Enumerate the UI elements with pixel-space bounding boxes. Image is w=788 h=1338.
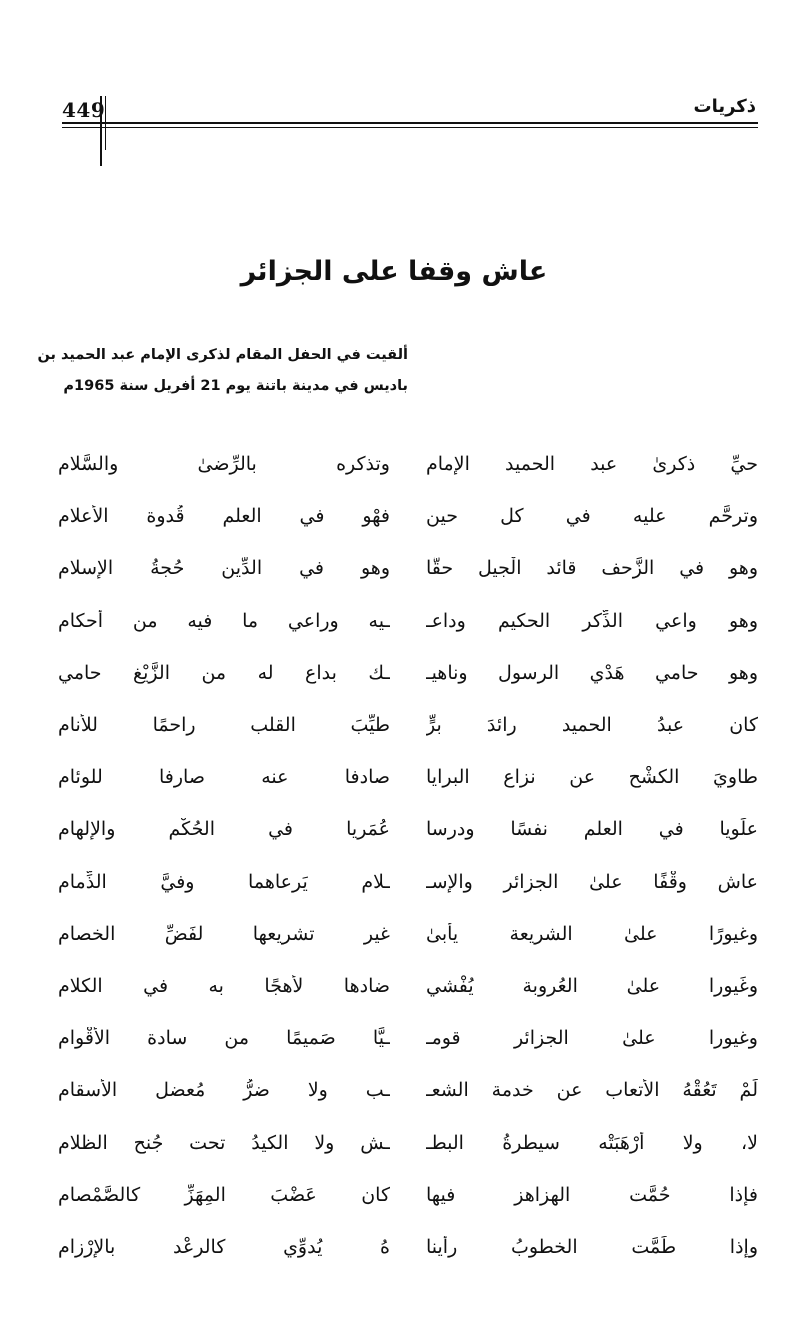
first-hemistich: طاويَ الكشْح عن نزاع البرايا xyxy=(426,766,758,789)
first-hemistich: وترحَّم عليه في كل حين xyxy=(426,505,758,528)
second-hemistich: كان عَضْبَ المِهَزِّ كالصَّمْصام xyxy=(58,1183,390,1206)
first-hemistich: لا، ولا أرْهَبَتْه سيطرةُ البطـ xyxy=(426,1131,758,1154)
first-hemistich: علَويا في العلم نفسًا ودرسا xyxy=(426,818,758,841)
first-hemistich: فإذا حُمَّت الهزاهز فيها xyxy=(426,1183,758,1206)
header-rule xyxy=(62,122,758,124)
verse xyxy=(58,699,758,751)
running-head: ذكريات xyxy=(693,96,756,117)
intro-line: ألقيت في الحفل المقام لذكرى الإمام عبد الحميد بن xyxy=(37,347,408,363)
first-hemistich: وغيورًا علىٰ الشريعة يأبىٰ xyxy=(426,922,758,945)
verse xyxy=(58,1221,758,1273)
first-hemistich: لَمْ تَعُقْهُ الأتعاب عن خدمة الشعـ xyxy=(426,1079,758,1102)
verse xyxy=(58,438,758,490)
poem-title: عاش وقفا على الجزائر xyxy=(240,256,548,287)
second-hemistich: غير تشريعها لفَضِّ الخصام xyxy=(58,922,390,945)
first-hemistich: حيِّ ذكرىٰ عبد الحميد الإمام xyxy=(426,453,758,476)
first-hemistich: وغَيورا علىٰ العُروبة يُفْشي xyxy=(426,974,758,997)
verse xyxy=(58,751,758,803)
first-hemistich: وإذا طَمَّت الخطوبُ رأينا xyxy=(426,1235,758,1258)
header-rule-thin xyxy=(62,127,758,128)
second-hemistich: وهو في الدِّين حُجةُ الإسلام xyxy=(58,557,390,580)
header-vertical-rule-thin xyxy=(105,96,106,150)
second-hemistich: ضادها لأهجًا به في الكلام xyxy=(58,974,390,997)
first-hemistich: وهو حامي هَدْي الرسول وناهيـ xyxy=(426,661,758,684)
second-hemistich: ـش ولا الكيدُ تحت جُنح الظلام xyxy=(58,1131,390,1154)
second-hemistich: هُ يُدوِّي كالرعْد بالإرْزام xyxy=(58,1235,390,1258)
second-hemistich: ـيه وراعي ما فيه من أحكام xyxy=(58,609,390,632)
second-hemistich: طيِّبَ القلب راحمًا للأنام xyxy=(58,714,390,737)
verse xyxy=(58,908,758,960)
verse-list xyxy=(58,438,758,1273)
first-hemistich: وهو واعي الذِّكر الحكيم وداعـ xyxy=(426,609,758,632)
verse xyxy=(58,960,758,1012)
second-hemistich: ـلام يَرعاهما وفيَّ الذِّمام xyxy=(58,870,390,893)
header-vertical-rule xyxy=(100,96,102,166)
verse xyxy=(58,1116,758,1168)
verse xyxy=(58,1169,758,1221)
verse xyxy=(58,490,758,542)
second-hemistich: ـيًّا صَميمًا من سادة الأقْوام xyxy=(58,1027,390,1050)
verse xyxy=(58,1012,758,1064)
verse xyxy=(58,595,758,647)
page-number: 449 xyxy=(62,98,106,122)
second-hemistich: وتذكره بالرِّضىٰ والسَّلام xyxy=(58,453,390,476)
first-hemistich: وهو في الزَّحف قائد الْجيل حقًّا xyxy=(426,557,758,580)
verse xyxy=(58,1064,758,1116)
second-hemistich: فهْو في العلم قُدوة الأعلام xyxy=(58,505,390,528)
second-hemistich: عُمَريا في الحُكْم والإلهام xyxy=(58,818,390,841)
verse xyxy=(58,647,758,699)
second-hemistich: ـب ولا ضرُّ مُعضل الأسقام xyxy=(58,1079,390,1102)
verse xyxy=(58,803,758,855)
second-hemistich: صادفا عنه صارفا للوئام xyxy=(58,766,390,789)
intro-line: باديس في مدينة باتنة يوم 21 أفريل سنة 1965م xyxy=(63,378,408,394)
poem-intro xyxy=(37,340,408,402)
verse xyxy=(58,856,758,908)
first-hemistich: عاش وقْفًا علىٰ الجزائر والإسـ xyxy=(426,870,758,893)
first-hemistich: وغيورا علىٰ الجزائر قومـ xyxy=(426,1027,758,1050)
first-hemistich: كان عبدُ الحميد رائدَ برٍّ xyxy=(426,714,758,737)
second-hemistich: ـك بداع له من الزَّيْغ حامي xyxy=(58,661,390,684)
verse xyxy=(58,542,758,594)
